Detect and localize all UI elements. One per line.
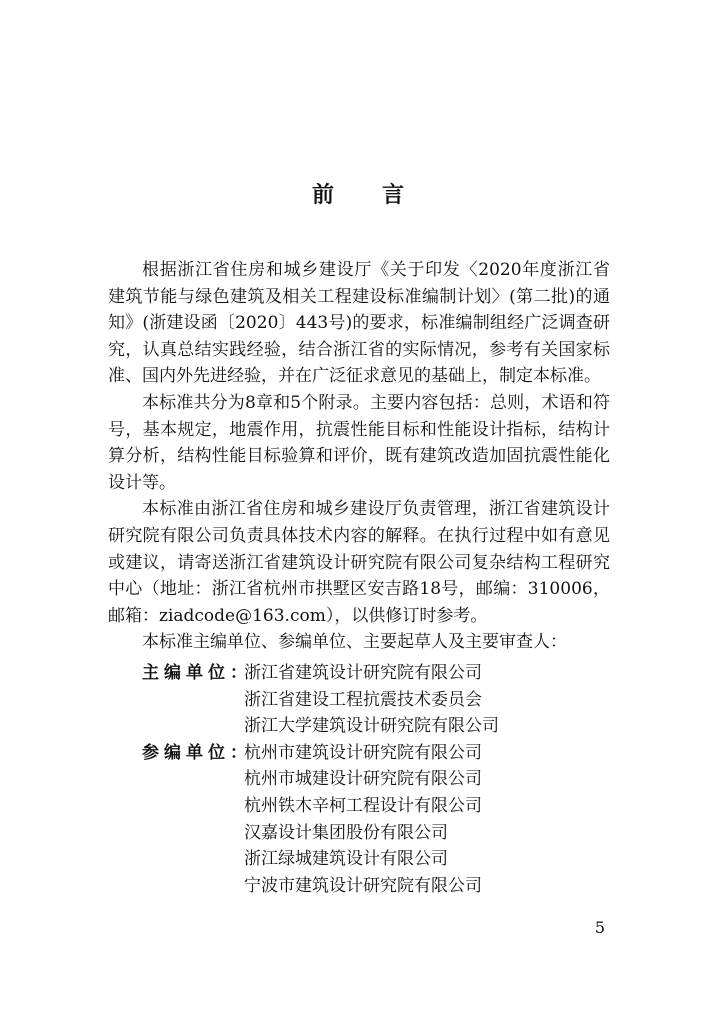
- title-char-1: 前: [311, 183, 334, 208]
- paragraph-management: 本标准由浙江省住房和城乡建设厅负责管理，浙江省建筑设计研究院有限公司负责具体技术内容的解释。在执行过程中如有意见或建议，请寄送浙江省建筑设计研究院有限公司复杂结构工程研究中心（地址：浙江省杭州市拱墅区安吉路18号，邮编：310006，邮箱：ziadcode@163.com），以供修订时参考。: [108, 499, 610, 626]
- participating-unit-item: 汉嘉设计集团股份有限公司: [244, 822, 448, 843]
- chief-units-group: [108, 660, 610, 740]
- participating-unit-item: 浙江绿城建筑设计有限公司: [244, 849, 448, 870]
- participating-unit-item: 杭州市建筑设计研究院有限公司: [244, 742, 482, 763]
- chief-unit-item: 浙江省建设工程抗震技术委员会: [244, 689, 482, 710]
- participating-unit-item: 杭州市城建设计研究院有限公司: [244, 769, 482, 790]
- participating-unit-item: 杭州铁木辛柯工程设计有限公司: [244, 795, 482, 816]
- page-number: 5: [594, 918, 605, 937]
- title-char-2: 言: [382, 183, 405, 208]
- chief-units-list: [244, 660, 499, 740]
- chief-unit-item: 浙江大学建筑设计研究院有限公司: [244, 716, 499, 737]
- paragraph-contents: 本标准共分为8章和5个附录。主要内容包括：总则，术语和符号，基本规定，地震作用，抗震性能目标和性能设计指标，结构计算分析，结构性能目标验算和评价，既有建筑改造加固抗震性能化设计等。: [108, 392, 610, 493]
- participating-units-group: [108, 740, 610, 900]
- participating-unit-item: 宁波市建筑设计研究院有限公司: [244, 875, 482, 896]
- chief-units-label: 主编单位：: [142, 663, 252, 683]
- paragraph-units-intro: 本标准主编单位、参编单位、主要起草人及主要审查人：: [142, 632, 567, 653]
- participating-units-label: 参编单位：: [142, 742, 252, 763]
- paragraph-basis: 根据浙江省住房和城乡建设厅《关于印发〈2020年度浙江省建筑节能与绿色建筑及相关工程建设标准编制计划〉(第二批)的通知》(浙建设函〔2020〕443号)的要求，标准编制组经广泛调查研究，认真总结实践经验，结合浙江省的实际情况，参考有关国家标准、国内外先进经验，并在广泛征求意见的基础上，制定本标准。: [108, 260, 610, 387]
- units-section: [108, 660, 610, 899]
- participating-units-list: [244, 740, 482, 900]
- page-title: [0, 178, 716, 209]
- chief-unit-item: 浙江省建筑设计研究院有限公司: [244, 663, 482, 683]
- preface-body: [108, 257, 610, 656]
